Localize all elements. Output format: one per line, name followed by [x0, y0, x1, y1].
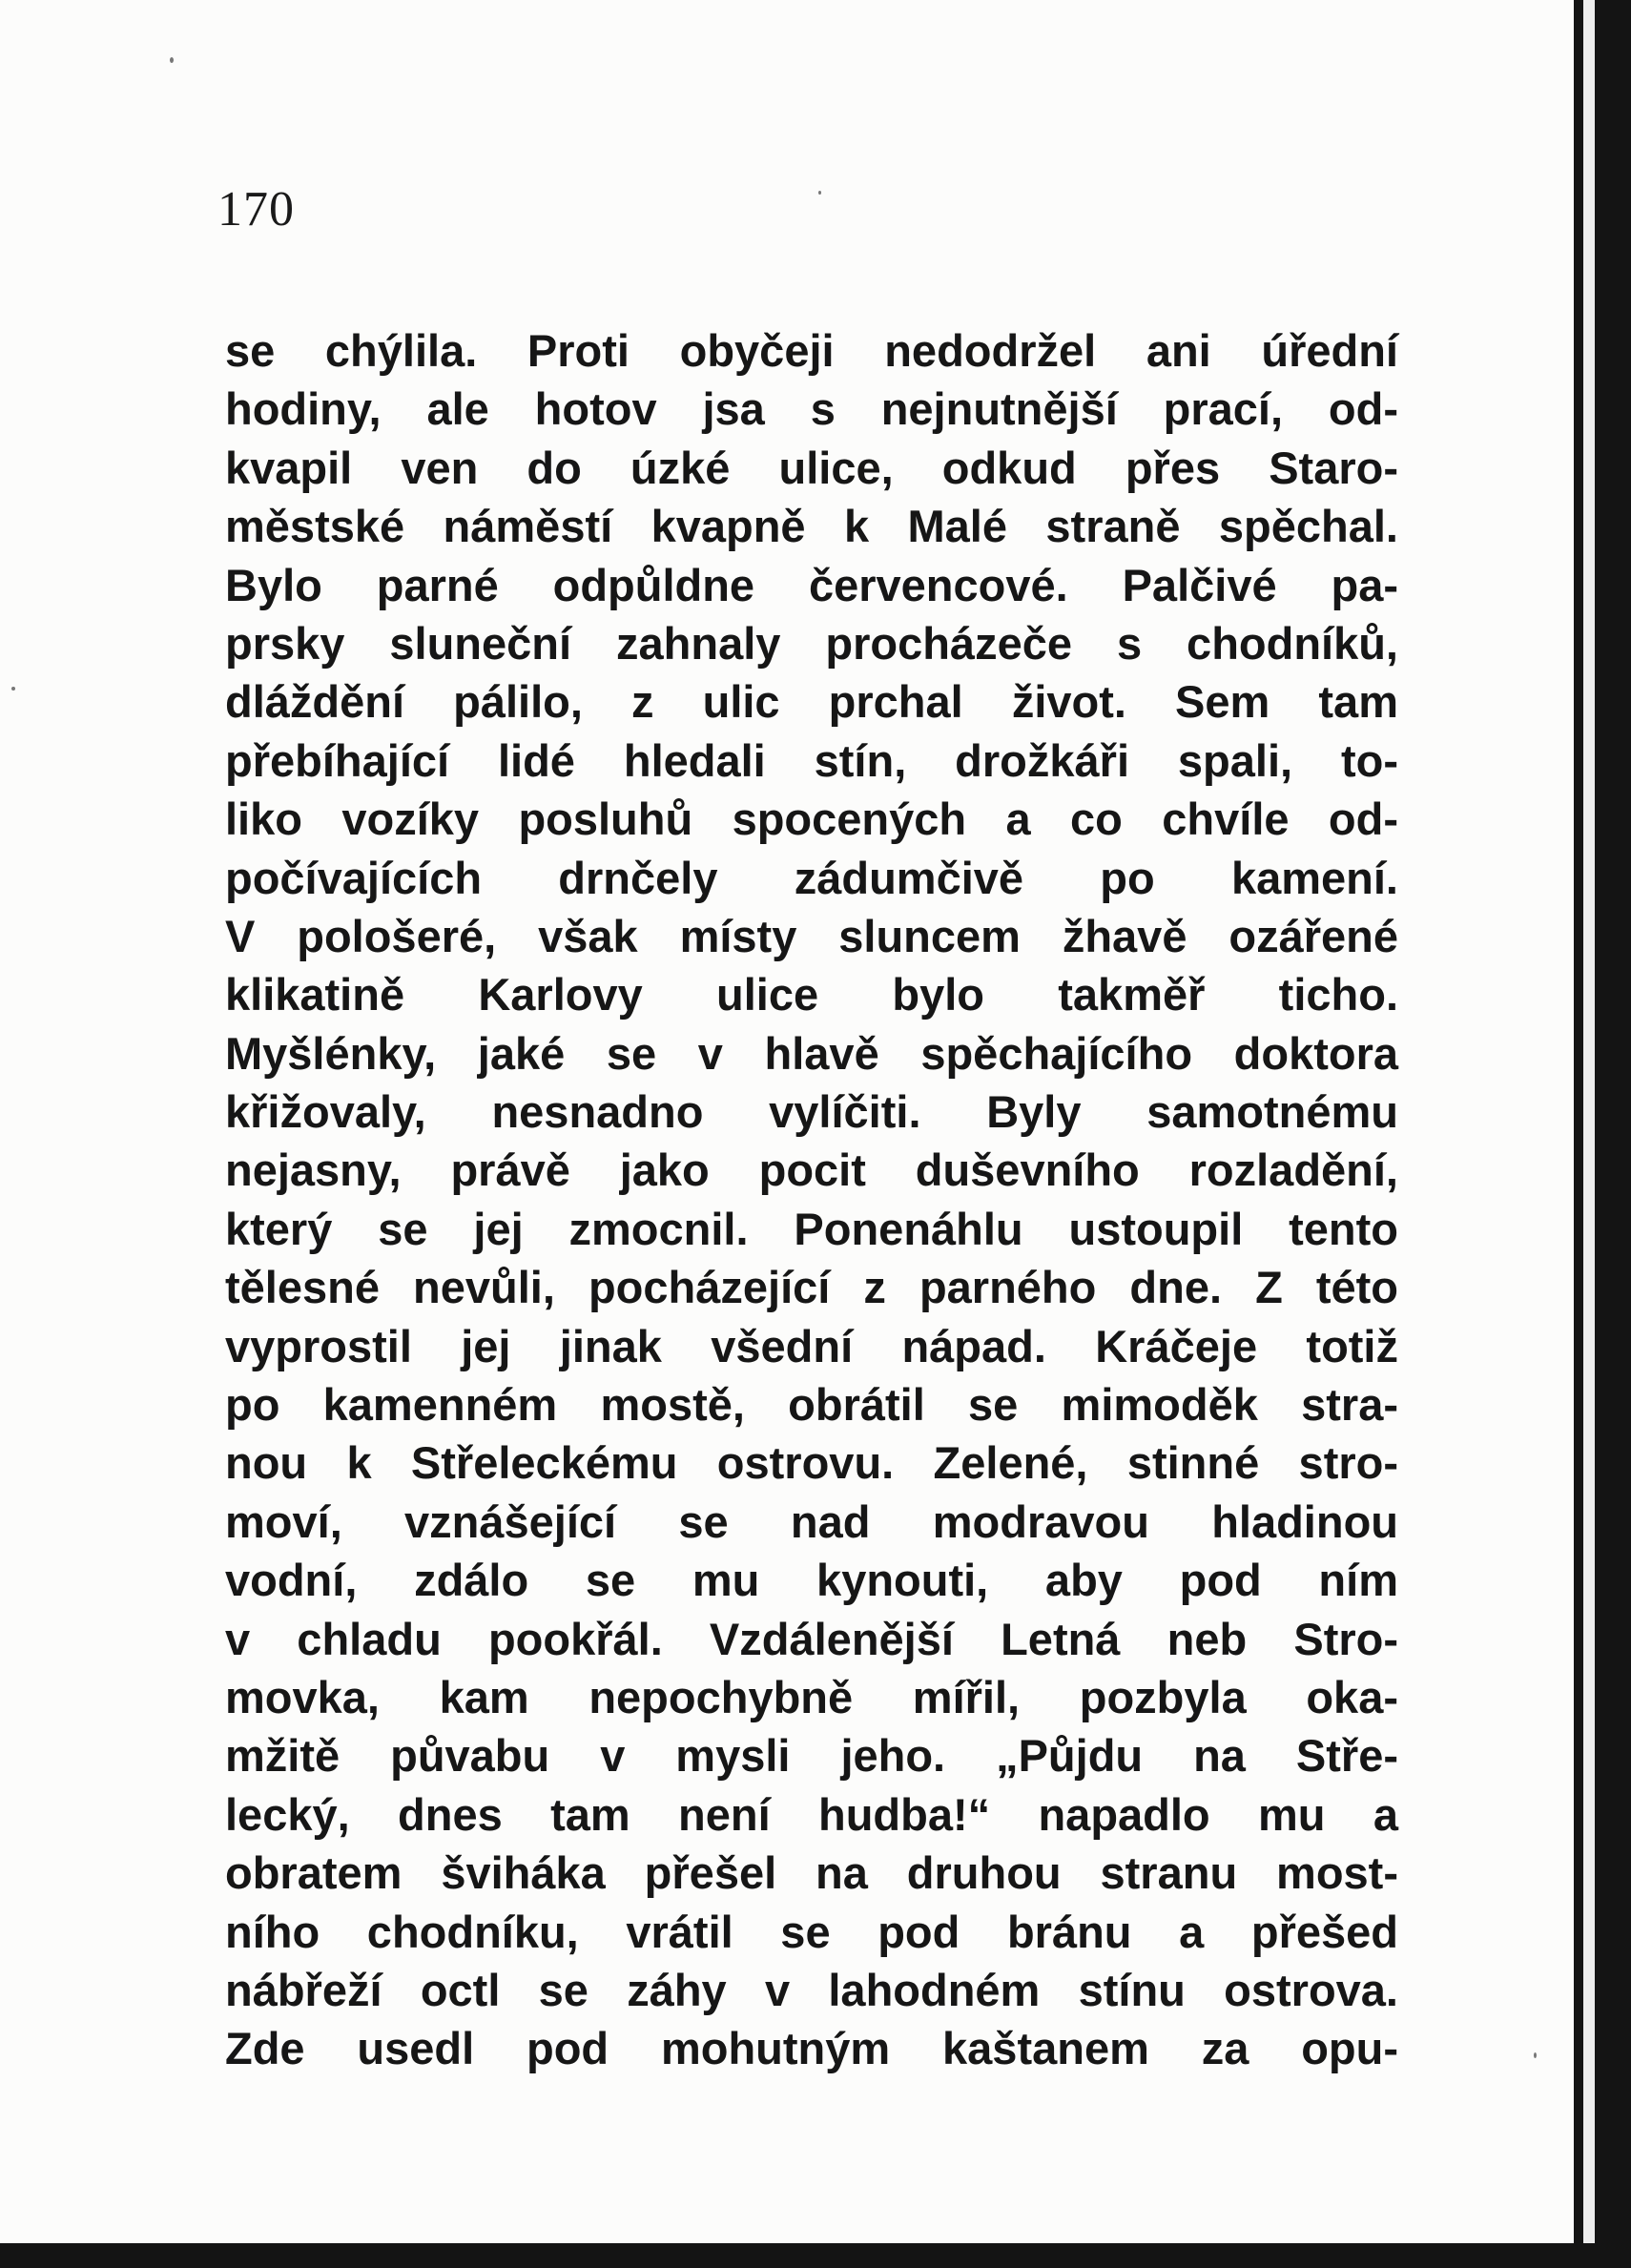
text-line: přebíhající lidé hledali stín, drožkáři spali, to-	[225, 734, 1398, 786]
dust-speck	[11, 687, 15, 691]
text-line: vyprostil jej jinak všední nápad. Kráčeje totiž	[225, 1320, 1398, 1371]
text-line: po kamenném mostě, obrátil se mimoděk stra-	[225, 1379, 1398, 1431]
text-line: lecký, dnes tam není hudba!“ napadlo mu a	[225, 1788, 1398, 1840]
text-line: křižovaly, nesnadno vylíčiti. Byly samotnému	[225, 1086, 1398, 1138]
text-line: obratem šviháka přešel na druhou stranu most-	[225, 1847, 1398, 1899]
dust-speck	[1534, 2052, 1537, 2058]
text-line: v chladu pookřál. Vzdálenější Letná neb Stro-	[225, 1613, 1398, 1664]
dust-speck	[818, 191, 821, 195]
text-line: klikatině Karlovy ulice bylo takměř ticho.	[225, 969, 1398, 1021]
text-line: Bylo parné odpůldne červencové. Palčivé pa-	[225, 559, 1398, 610]
text-line: hodiny, ale hotov jsa s nejnutnější prací, od-	[225, 383, 1398, 435]
text-line: nábřeží octl se záhy v lahodném stínu ostrova.	[225, 1964, 1398, 2015]
text-line: prsky sluneční zahnaly procházeče s chodníků,	[225, 617, 1398, 669]
text-line: kvapil ven do úzké ulice, odkud přes Staro-	[225, 442, 1398, 493]
text-line: nejasny, právě jako pocit duševního rozladění,	[225, 1144, 1398, 1196]
text-line: městské náměstí kvapně k Malé straně spěchal.	[225, 501, 1398, 552]
scan-edge-right	[1574, 0, 1631, 2268]
text-line: movka, kam nepochybně mířil, pozbyla oka-	[225, 1671, 1398, 1722]
page-number: 170	[217, 182, 295, 237]
text-line: ního chodníku, vrátil se pod bránu a přešed	[225, 1906, 1398, 1957]
text-line: moví, vznášející se nad modravou hladinou	[225, 1495, 1398, 1547]
text-line: dláždění pálilo, z ulic prchal život. Sem tam	[225, 676, 1398, 728]
text-line: nou k Střeleckému ostrovu. Zelené, stinné stro-	[225, 1437, 1398, 1489]
text-line: tělesné nevůli, pocházející z parného dne. Z této	[225, 1262, 1398, 1313]
text-line: který se jej zmocnil. Ponenáhlu ustoupil tento	[225, 1203, 1398, 1254]
scan-edge-bottom	[0, 2243, 1631, 2268]
dust-speck	[170, 57, 174, 63]
text-line: se chýlila. Proti obyčeji nedodržel ani úřední	[225, 325, 1398, 376]
scan-edge-right-inner	[1583, 0, 1595, 2268]
text-line: V pološeré, však místy sluncem žhavě ozářené	[225, 910, 1398, 961]
text-line: Myšlénky, jaké se v hlavě spěchajícího doktora	[225, 1027, 1398, 1079]
body-text	[225, 321, 1398, 2078]
text-line: mžitě půvabu v mysli jeho. „Půjdu na Stře-	[225, 1730, 1398, 1782]
text-line: Zde usedl pod mohutným kaštanem za opu-	[225, 2023, 1398, 2074]
text-line: počívajících drnčely zádumčivě po kamení.	[225, 852, 1398, 903]
text-line: vodní, zdálo se mu kynouti, aby pod ním	[225, 1555, 1398, 1606]
text-line: liko vozíky posluhů spocených a co chvíle od-	[225, 794, 1398, 845]
